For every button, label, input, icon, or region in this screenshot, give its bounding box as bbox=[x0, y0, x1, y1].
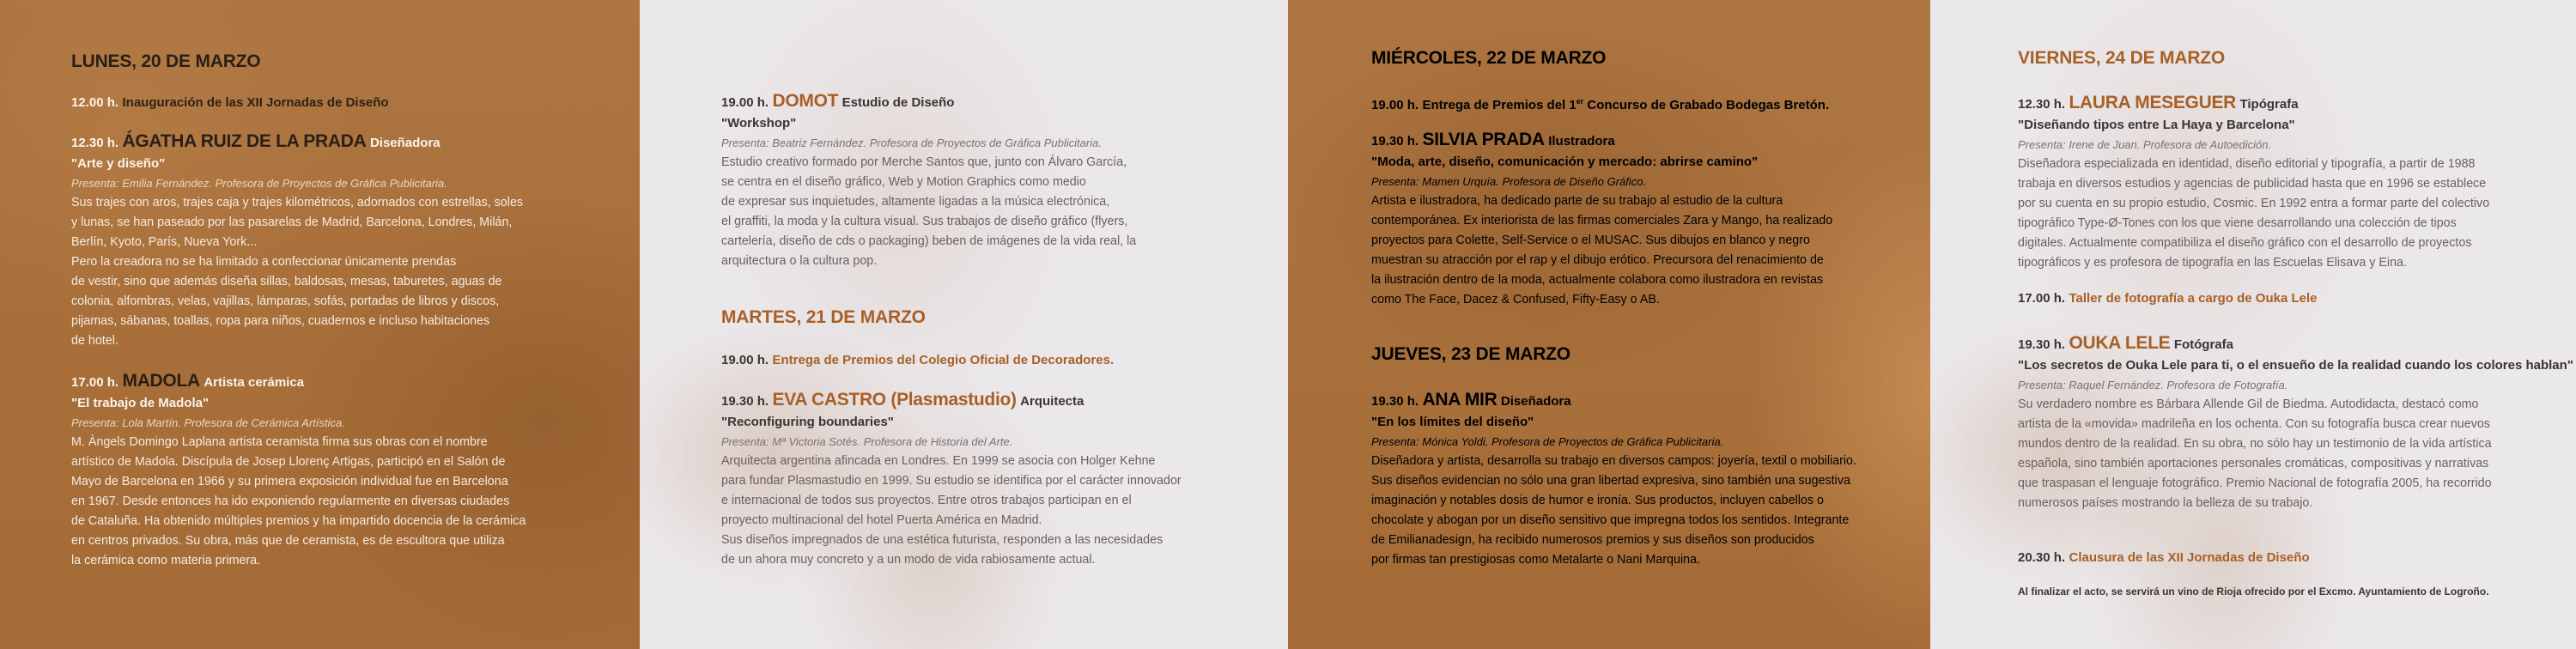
schedule-entry bbox=[1371, 91, 1829, 116]
schedule-entry bbox=[2018, 288, 2317, 309]
entry-header bbox=[1371, 130, 1929, 152]
panel-monday-tuesday bbox=[640, 0, 1288, 649]
entry-activity bbox=[2069, 291, 2318, 306]
speaker-role: Diseñadora bbox=[1500, 394, 1571, 409]
bio-line: la ilustración dentro de la moda, actualmente colabora como ilustradora en revistas bbox=[1371, 273, 1824, 287]
talk-title: "Moda, arte, diseño, comunicación y mercado: abrirse camino" bbox=[1371, 155, 1759, 169]
bio-line: Diseñadora especializada en identidad, diseño editorial y tipografía, a partir de 1988 bbox=[2018, 157, 2476, 171]
bio-line: artístico de Madola. Discípula de Josep Llorenç Artigas, participó en el Salón de bbox=[71, 455, 506, 469]
entry-header bbox=[2018, 93, 2576, 115]
bio-line: imaginación y notables dosis de humor e ironía. Sus productos, incluyen cabellos o bbox=[1371, 494, 1824, 507]
entry-header bbox=[721, 350, 1114, 371]
bio-line: trabaja en diversos estudios y agencias de publicidad hasta que en 1996 se establece bbox=[2018, 177, 2487, 191]
bio-line: artista de la «movida» madrileña en los ochenta. Con su fotografía busca crear nuevos bbox=[2018, 417, 2490, 431]
closing-note bbox=[2018, 585, 2489, 597]
presenter: Presenta: Beatriz Fernández. Profesora de Proyectos de Gráfica Publicitaria. bbox=[721, 136, 1102, 149]
bio-line: de expresar sus inquietudes, altamente ligadas a la música electrónica, bbox=[721, 195, 1110, 209]
bio-line: colonia, alfombras, velas, vajillas, lámparas, sofás, portadas de libros y discos, bbox=[71, 294, 500, 308]
presenter: Presenta: Mª Victoria Sotés. Profesora de Historia del Arte. bbox=[721, 435, 1013, 448]
speaker-name: MADOLA bbox=[122, 371, 200, 391]
speaker-role: Artista cerámica bbox=[204, 375, 305, 390]
entry-header bbox=[71, 93, 389, 113]
bio-line: numerosos países mostrando la belleza de su trabajo. bbox=[2018, 496, 2313, 510]
bio-line: española, sino también aportaciones personales cromáticas, compositivas y narrativas bbox=[2018, 457, 2489, 470]
talk-title: "El trabajo de Madola" bbox=[71, 396, 210, 410]
bio-line: proyecto multinacional del hotel Puerta América en Madrid. bbox=[721, 513, 1042, 527]
bio-line: digitales. Actualmente compatibiliza el diseño gráfico con el desarrollo de proyectos bbox=[2018, 236, 2472, 250]
presenter: Presenta: Lola Martín. Profesora de Cerámica Artística. bbox=[71, 416, 345, 429]
bio-line: chocolate y abogan por un diseño sensitivo que impregna todos los sentidos. Integrante bbox=[1371, 513, 1850, 527]
entry-time: 19.00 h. bbox=[721, 353, 769, 367]
bio-line: pijamas, sábanas, toallas, ropa para niños, cuadernos e incluso habitaciones bbox=[71, 314, 490, 328]
entry-activity bbox=[123, 95, 389, 110]
panel-monday bbox=[0, 0, 640, 649]
bio-line: e internacional de todos sus proyectos. Entre otros trabajos participan en el bbox=[721, 494, 1132, 507]
bio-line: tipográfico Type-Ø-Tones con los que viene desarrollando una colección de tipos bbox=[2018, 216, 2457, 230]
bio-line: mundos dentro de la realidad. En su obra, no sólo hay un testimonio de la vida artística bbox=[2018, 437, 2492, 451]
bio-line: de vestir, sino que además diseña sillas, baldosas, mesas, taburetes, aguas de bbox=[71, 275, 502, 288]
bio-line: arquitectura o la cultura pop. bbox=[721, 254, 878, 268]
entry-time: 19.30 h. bbox=[721, 394, 769, 409]
entry-header bbox=[71, 371, 629, 393]
entry-activity-text: Clausura de las XII Jornadas de Diseño bbox=[2069, 550, 2310, 565]
panel-friday bbox=[1930, 0, 2576, 649]
entry-time: 19.00 h. bbox=[1371, 98, 1419, 112]
schedule-entry bbox=[1371, 130, 1929, 310]
speaker-role: Fotógrafa bbox=[2173, 337, 2233, 352]
bio-line: el graffiti, la moda y la cultura visual. Sus trabajos de diseño gráfico (flyers, bbox=[721, 215, 1128, 228]
bio-line: Sus diseños evidencian no sólo una gran libertad expresiva, sino también una sugestiva bbox=[1371, 474, 1850, 488]
speaker-name: ANA MIR bbox=[1422, 390, 1498, 409]
speaker-role: Arquitecta bbox=[1020, 394, 1084, 409]
schedule-entry bbox=[721, 350, 1114, 371]
bio-line: muestran su atracción por el rap y el dibujo erótico. Precursora del renacimiento de bbox=[1371, 253, 1824, 267]
bio-line: Diseñadora y artista, desarrolla su trabajo en diversos campos: joyería, textil o mobiliario. bbox=[1371, 454, 1856, 468]
presenter: Presenta: Mónica Yoldi. Profesora de Proyectos de Gráfica Publicitaria. bbox=[1371, 435, 1724, 448]
entry-header bbox=[721, 91, 1279, 113]
schedule-entry bbox=[721, 91, 1279, 271]
talk-title: "Reconfiguring boundaries" bbox=[721, 415, 894, 429]
bio-line: la cerámica como materia primera. bbox=[71, 554, 261, 567]
speaker-name: SILVIA PRADA bbox=[1422, 130, 1545, 149]
presenter: Presenta: Mamen Urquía. Profesora de Diseño Gráfico. bbox=[1371, 175, 1647, 188]
day-heading: MIÉRCOLES, 22 DE MARZO bbox=[1371, 48, 1607, 68]
talk-title: "Arte y diseño" bbox=[71, 156, 166, 171]
ordinal-superscript: er bbox=[1576, 97, 1584, 106]
bio-line: de hotel. bbox=[71, 334, 118, 348]
bio-line: Estudio creativo formado por Merche Santos que, junto con Álvaro García, bbox=[721, 155, 1127, 169]
speaker-role: Diseñadora bbox=[369, 136, 440, 150]
bio-line: Su verdadero nombre es Bárbara Allende Gil de Biedma. Autodidacta, destacó como bbox=[2018, 397, 2479, 411]
bio-line: de Cataluña. Ha obtenido múltiples premios y ha impartido docencia de la cerámica bbox=[71, 514, 526, 528]
entry-header bbox=[721, 390, 1279, 412]
entry-time: 19.30 h. bbox=[1371, 394, 1419, 409]
schedule-entry bbox=[2018, 333, 2576, 513]
entry-time: 12.30 h. bbox=[71, 136, 119, 150]
talk-title: "Diseñando tipos entre La Haya y Barcelona" bbox=[2018, 118, 2295, 132]
entry-header bbox=[2018, 288, 2317, 309]
entry-header bbox=[2018, 333, 2576, 355]
speaker-role: Ilustradora bbox=[1548, 134, 1615, 149]
bio-line: Sus diseños impregnados de una estética futurista, responden a las necesidades bbox=[721, 533, 1163, 547]
schedule-entry bbox=[721, 390, 1279, 570]
schedule-entry bbox=[71, 371, 629, 571]
bio-line: de Emilianadesign, ha recibido numerosos premios y sus diseños son producidos bbox=[1371, 533, 1814, 547]
speaker-name: DOMOT bbox=[772, 91, 839, 111]
presenter: Presenta: Irene de Juan. Profesora de Autoedición. bbox=[2018, 138, 2272, 151]
schedule-entry bbox=[71, 93, 389, 113]
entry-header bbox=[1371, 91, 1829, 116]
bio-line: en centros privados. Su obra, más que de ceramista, es de escultora que utiliza bbox=[71, 534, 505, 548]
bio-line: cartelería, diseño de cds o packaging) beben de imágenes de la vida real, la bbox=[721, 234, 1137, 248]
day-heading: JUEVES, 23 DE MARZO bbox=[1371, 344, 1571, 364]
bio-line: proyectos para Colette, Self-Service o el MUSAC. Sus dibujos en blanco y negro bbox=[1371, 234, 1810, 247]
entry-time: 17.00 h. bbox=[71, 375, 119, 390]
bio-line: por firmas tan prestigiosas como Metalarte o Nani Marquina. bbox=[1371, 553, 1701, 567]
day-heading: LUNES, 20 DE MARZO bbox=[71, 52, 261, 71]
day-heading: MARTES, 21 DE MARZO bbox=[721, 307, 926, 327]
bio-line: que traspasan el lenguaje fotográfico. Premio Nacional de fotografía 2005, ha recorrido bbox=[2018, 476, 2492, 490]
entry-time: 12.30 h. bbox=[2018, 97, 2066, 112]
schedule-entry bbox=[71, 131, 629, 351]
day-heading-block bbox=[1371, 48, 1606, 69]
day-heading-block bbox=[2018, 48, 2225, 69]
day-heading-block bbox=[71, 52, 260, 72]
bio-line: contemporánea. Ex interiorista de las firmas comerciales Zara y Mango, ha realizado bbox=[1371, 214, 1833, 227]
speaker-name: OUKA LELE bbox=[2069, 333, 2171, 353]
speaker-role: Estudio de Diseño bbox=[841, 95, 955, 110]
entry-time: 17.00 h. bbox=[2018, 291, 2066, 306]
bio-line: Arquitecta argentina afincada en Londres. En 1999 se asocia con Holger Kehne bbox=[721, 454, 1156, 468]
day-heading-block bbox=[1371, 344, 1571, 365]
bio-line: para fundar Plasmastudio en 1999. Su estudio se identifica por el carácter innovador bbox=[721, 474, 1182, 488]
entry-time: 12.00 h. bbox=[71, 95, 119, 110]
talk-title: "Workshop" bbox=[721, 116, 797, 130]
entry-activity bbox=[2069, 550, 2310, 565]
entry-activity bbox=[773, 353, 1115, 367]
bio-line: se centra en el diseño gráfico, Web y Motion Graphics como medio bbox=[721, 175, 1086, 189]
bio-line: M. Àngels Domingo Laplana artista ceramista firma sus obras con el nombre bbox=[71, 435, 488, 449]
entry-activity-text: Entrega de Premios del 1 bbox=[1422, 98, 1577, 112]
entry-activity bbox=[1423, 98, 1830, 112]
speaker-role: Tipógrafa bbox=[2239, 97, 2299, 112]
presenter: Presenta: Emilia Fernández. Profesora de Proyectos de Gráfica Publicitaria. bbox=[71, 177, 447, 190]
panel-wednesday-thursday bbox=[1288, 0, 1930, 649]
entry-activity-text: Inauguración de las XII Jornadas de Diseño bbox=[122, 95, 389, 110]
entry-time: 19.00 h. bbox=[721, 95, 769, 110]
entry-time: 19.30 h. bbox=[2018, 337, 2066, 352]
entry-header bbox=[71, 131, 629, 154]
bio-line: por su cuenta en su propio estudio, Cosmic. En 1992 entra a formar parte del colectivo bbox=[2018, 197, 2490, 210]
bio-line: Mayo de Barcelona en 1966 y su primera exposición individual fue en Barcelona bbox=[71, 475, 508, 488]
schedule-entry bbox=[2018, 93, 2576, 273]
entry-time: 20.30 h. bbox=[2018, 550, 2066, 565]
bio-line: en 1967. Desde entonces ha ido exponiendo regularmente en diversas ciudades bbox=[71, 494, 510, 508]
bio-line: como The Face, Dacez & Confused, Fifty-Easy o AB. bbox=[1371, 293, 1660, 306]
talk-title: "En los límites del diseño" bbox=[1371, 415, 1534, 429]
entry-activity-text-after: Concurso de Grabado Bodegas Bretón. bbox=[1583, 98, 1830, 112]
closing-note-text: Al finalizar el acto, se servirá un vino de Rioja ofrecido por el Excmo. Ayuntamiento de Logroño. bbox=[2018, 585, 2489, 597]
schedule-entry bbox=[2018, 548, 2310, 568]
entry-activity-text: Entrega de Premios del Colegio Oficial de Decoradores. bbox=[772, 353, 1115, 367]
bio-line: Artista e ilustradora, ha dedicado parte de su trabajo al estudio de la cultura bbox=[1371, 194, 1783, 208]
talk-title: "Los secretos de Ouka Lele para ti, o el ensueño de la realidad cuando los colores hablan" bbox=[2018, 358, 2573, 373]
bio-line: Pero la creadora no se ha limitado a confeccionar únicamente prendas bbox=[71, 255, 457, 269]
speaker-name: LAURA MESEGUER bbox=[2069, 93, 2237, 112]
speaker-name: EVA CASTRO (Plasmastudio) bbox=[772, 390, 1017, 409]
speaker-name: ÁGATHA RUIZ DE LA PRADA bbox=[122, 131, 367, 151]
bio-line: Berlín, Kyoto, París, Nueva York... bbox=[71, 235, 258, 249]
schedule-entry bbox=[1371, 390, 1929, 570]
entry-header bbox=[1371, 390, 1929, 412]
day-heading-block bbox=[721, 307, 926, 328]
entry-activity-text: Taller de fotografía a cargo de Ouka Lele bbox=[2069, 291, 2318, 306]
bio-line: Sus trajes con aros, trajes caja y trajes kilométricos, adornados con estrellas, soles bbox=[71, 196, 524, 209]
bio-line: de un ahora muy concreto y a un modo de vida rabiosamente actual. bbox=[721, 553, 1096, 567]
entry-time: 19.30 h. bbox=[1371, 134, 1419, 149]
day-heading: VIERNES, 24 DE MARZO bbox=[2018, 48, 2226, 68]
presenter: Presenta: Raquel Fernández. Profesora de Fotografía. bbox=[2018, 379, 2288, 391]
bio-line: tipográficos y es profesora de tipografía en las Escuelas Elisava y Eina. bbox=[2018, 256, 2407, 270]
entry-header bbox=[2018, 548, 2310, 568]
bio-line: y lunas, se han paseado por las pasarelas de Madrid, Barcelona, Londres, Milán, bbox=[71, 215, 513, 229]
